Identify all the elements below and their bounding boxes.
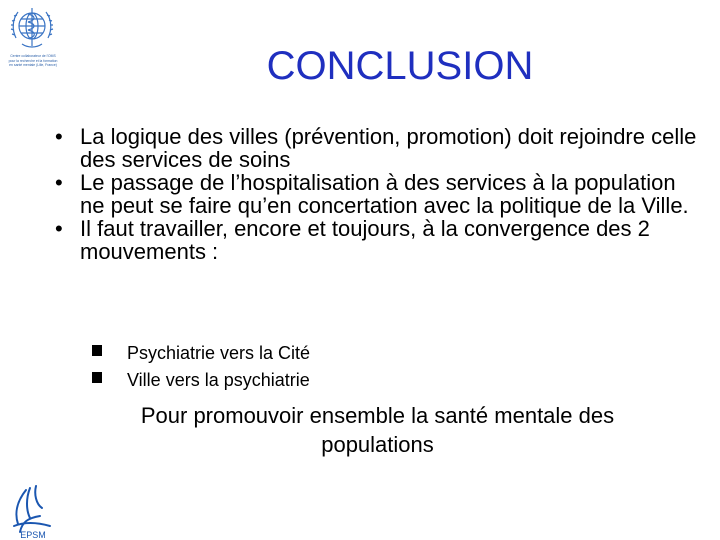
who-caption-line: Centre collaborateur de l'OMS — [10, 54, 56, 58]
who-caption-line: pour la recherche et la formation — [8, 58, 58, 63]
square-bullet-icon — [92, 372, 102, 383]
who-caption-line: en santé mentale (Lille, France) — [9, 63, 57, 68]
bullet-item — [55, 171, 705, 217]
bullet-item — [55, 217, 705, 263]
sub-bullet-item — [92, 340, 310, 367]
who-caption — [2, 54, 64, 68]
bullet-text: La logique des villes (prévention, promotion) doit rejoindre celle des services de soins — [80, 124, 697, 172]
closing-statement: Pour promouvoir ensemble la santé mentale des populations — [140, 403, 615, 457]
bullet-dot-icon: • — [55, 124, 63, 149]
bullet-item — [55, 125, 705, 171]
bullet-text: Il faut travailler, encore et toujours, à la convergence des 2 mouvements : — [80, 216, 650, 264]
epsm-logo-text: EPSM — [20, 530, 46, 540]
sub-bullet-text: Ville vers la psychiatrie — [127, 370, 310, 390]
epsm-logo — [6, 482, 60, 540]
sub-bullet-text: Psychiatrie vers la Cité — [127, 343, 311, 363]
bullet-text: Le passage de l’hospitalisation à des services à la population ne peut se faire qu’en concertation avec la politique de la Ville. — [80, 170, 689, 218]
slide-title: CONCLUSION — [266, 44, 534, 88]
who-logo — [2, 2, 62, 82]
sub-bullet-list — [92, 340, 310, 394]
bullet-dot-icon: • — [55, 170, 63, 195]
bullet-dot-icon: • — [55, 216, 63, 241]
bullet-list — [55, 125, 705, 263]
who-emblem-icon — [6, 2, 58, 54]
sub-bullet-item — [92, 367, 310, 394]
square-bullet-icon — [92, 345, 102, 356]
